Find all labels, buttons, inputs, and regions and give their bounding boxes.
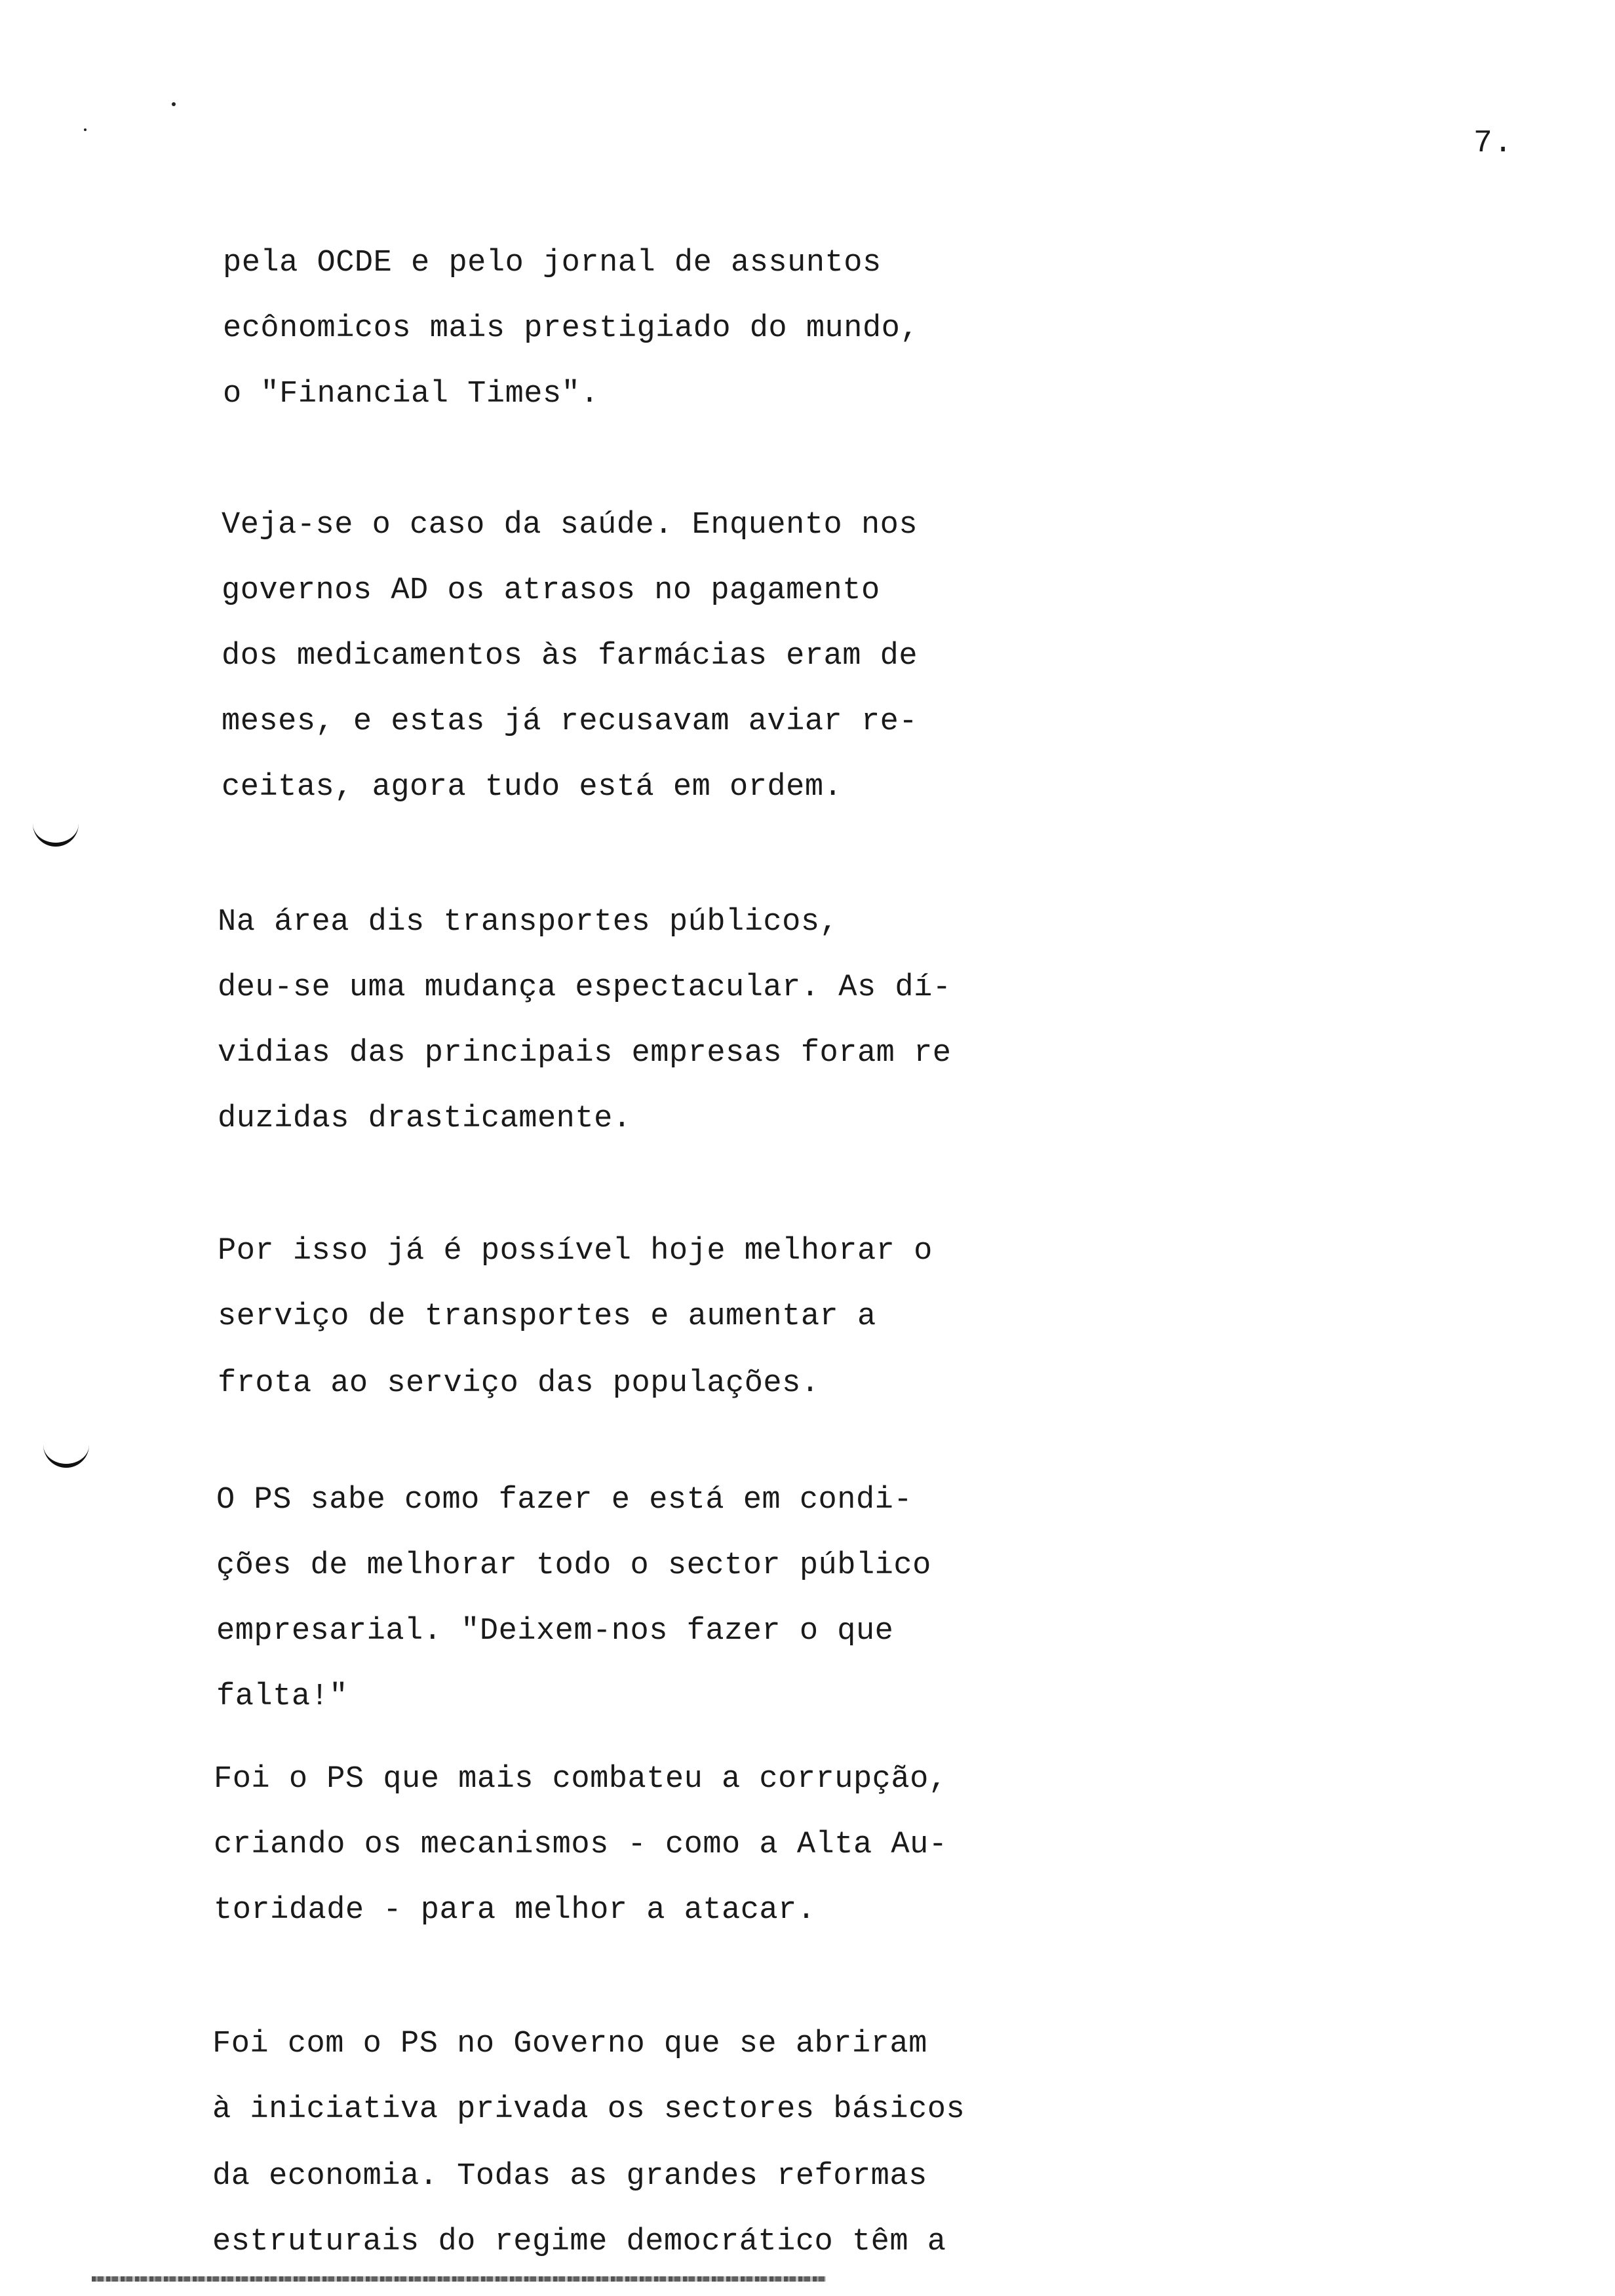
text-line: meses, e estas já recusavam aviar re- bbox=[222, 704, 918, 739]
text-line: governos AD os atrasos no pagamento bbox=[222, 573, 880, 608]
page-number: 7. bbox=[1473, 126, 1514, 161]
text-line: Veja-se o caso da saúde. Enquento nos bbox=[222, 508, 918, 543]
text-line: Foi com o PS no Governo que se abriram bbox=[212, 2027, 927, 2061]
text-line: O PS sabe como fazer e está em condi- bbox=[216, 1483, 913, 1518]
text-line: pela OCDE e pelo jornal de assuntos bbox=[223, 246, 882, 280]
margin-check-mark bbox=[43, 1442, 89, 1468]
text-line: serviço de transportes e aumentar a bbox=[218, 1299, 876, 1334]
text-line: estruturais do regime democrático têm a bbox=[212, 2225, 946, 2259]
text-line: Foi o PS que mais combateu a corrupção, bbox=[214, 1762, 948, 1797]
text-line: o "Financial Times". bbox=[223, 377, 600, 411]
scan-edge-smudge bbox=[92, 2276, 826, 2282]
ink-speck bbox=[172, 102, 176, 106]
text-line: ecônomicos mais prestigiado do mundo, bbox=[223, 311, 920, 346]
text-line: à iniciativa privada os sectores básicos bbox=[212, 2092, 965, 2127]
ink-speck bbox=[84, 128, 87, 131]
text-line: Por isso já é possível hoje melhorar o bbox=[218, 1234, 933, 1269]
text-line: falta!" bbox=[216, 1679, 348, 1714]
text-line: toridade - para melhor a atacar. bbox=[214, 1893, 816, 1928]
text-line: ceitas, agora tudo está em ordem. bbox=[222, 770, 843, 805]
text-line: vidias das principais empresas foram re bbox=[218, 1036, 952, 1071]
text-line: empresarial. "Deixem-nos fazer o que bbox=[216, 1614, 894, 1649]
text-line: duzidas drasticamente. bbox=[218, 1101, 632, 1136]
text-line: frota ao serviço das populações. bbox=[218, 1366, 820, 1401]
text-line: ções de melhorar todo o sector público bbox=[216, 1548, 931, 1583]
text-line: deu-se uma mudança espectacular. As dí- bbox=[218, 970, 952, 1005]
text-line: criando os mecanismos - como a Alta Au- bbox=[214, 1827, 948, 1862]
margin-check-mark bbox=[33, 820, 79, 847]
text-line: Na área dis transportes públicos, bbox=[218, 905, 839, 940]
text-line: dos medicamentos às farmácias eram de bbox=[222, 639, 918, 674]
text-line: da economia. Todas as grandes reformas bbox=[212, 2159, 927, 2194]
